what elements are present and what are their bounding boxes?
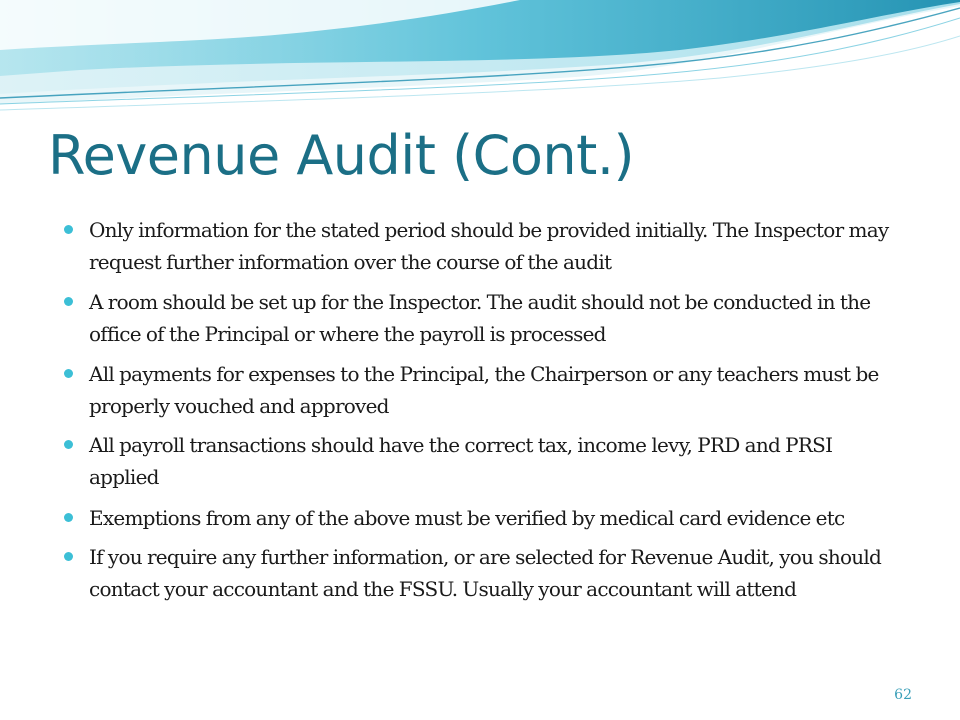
header-wave-decoration bbox=[0, 0, 960, 120]
bullet-text: All payroll transactions should have the correct tax, income levy, PRD and PRSI applied bbox=[89, 433, 833, 489]
bullet-dot-icon bbox=[64, 513, 73, 522]
bullet-text: Only information for the stated period should be provided initially. The Inspector may request further information over the course of the audit bbox=[89, 218, 889, 274]
bullet-dot-icon bbox=[64, 552, 73, 561]
bullet-item bbox=[64, 214, 900, 278]
bullet-dot-icon bbox=[64, 369, 73, 378]
slide-title: Revenue Audit (Cont.) bbox=[48, 124, 635, 187]
bullet-text: Exemptions from any of the above must be verified by medical card evidence etc bbox=[89, 506, 845, 530]
bullet-text: All payments for expenses to the Principal, the Chairperson or any teachers must be properly vouched and approved bbox=[89, 362, 879, 418]
bullet-item bbox=[64, 502, 900, 534]
bullet-list bbox=[64, 214, 900, 605]
page-number: 62 bbox=[894, 687, 912, 703]
bullet-item bbox=[64, 358, 900, 422]
bullet-dot-icon bbox=[64, 225, 73, 234]
bullet-dot-icon bbox=[64, 440, 73, 449]
bullet-item bbox=[64, 429, 900, 493]
bullet-text: If you require any further information, or are selected for Revenue Audit, you should contact your accountant and the FSSU. Usually your accountant will attend bbox=[89, 545, 882, 601]
bullet-item bbox=[64, 286, 900, 350]
bullet-dot-icon bbox=[64, 297, 73, 306]
bullet-text: A room should be set up for the Inspector. The audit should not be conducted in the office of the Principal or where the payroll is processed bbox=[89, 290, 871, 346]
bullet-item bbox=[64, 541, 900, 605]
